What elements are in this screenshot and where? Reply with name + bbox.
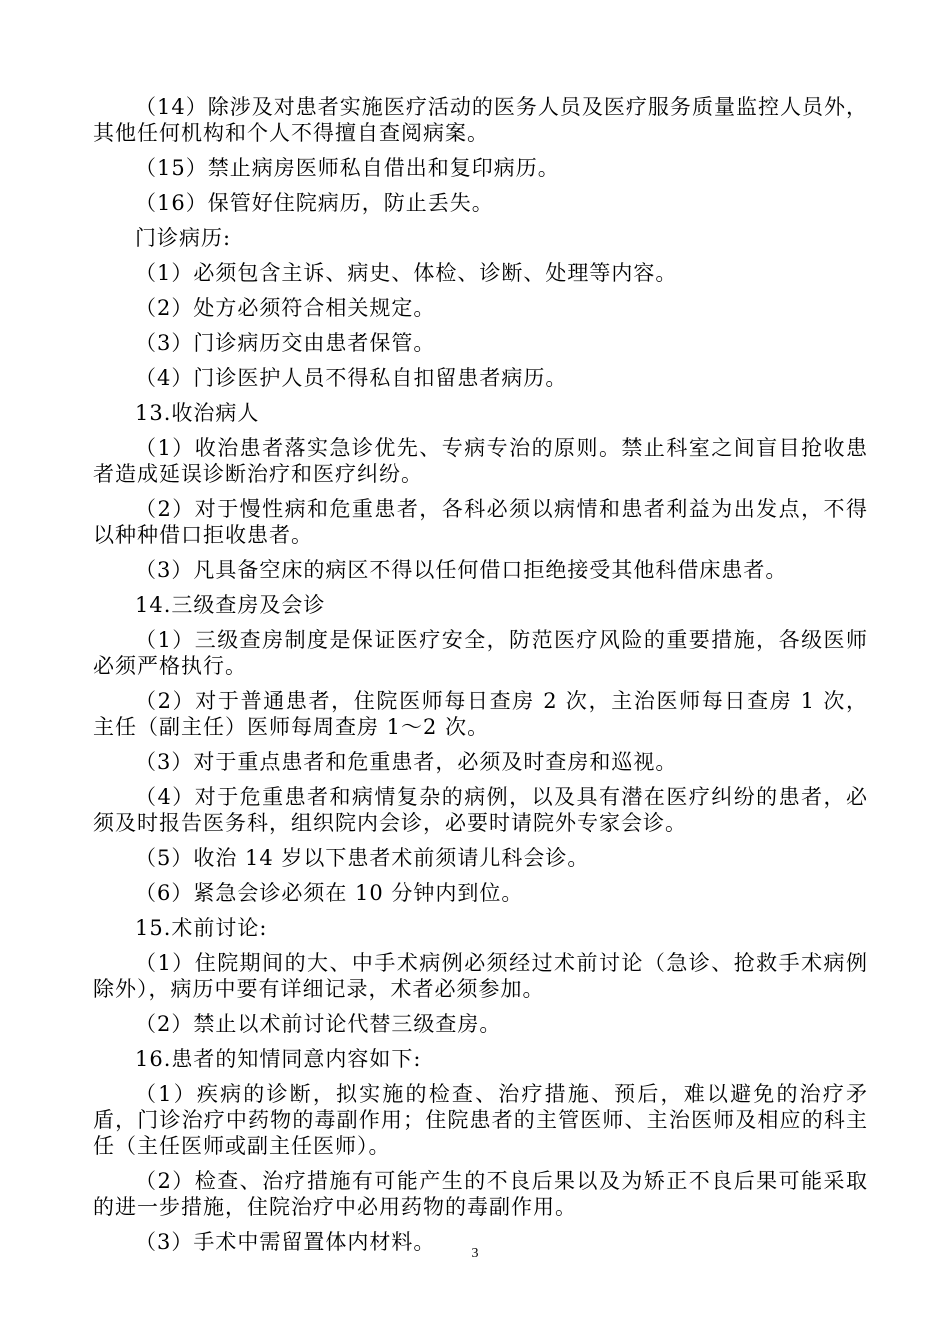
paragraph: （3）手术中需留置体内材料。 xyxy=(135,1230,436,1254)
paragraph: （3）门诊病历交由患者保管。 xyxy=(135,331,436,355)
paragraph: （2）对于普通患者，住院医师每日查房 2 次，主治医师每日查房 1 次，主任（副主任）医师每周查房 1～2 次。 xyxy=(93,689,868,739)
section-heading: 15.术前讨论: xyxy=(135,916,268,940)
paragraph: （1）三级查房制度是保证医疗安全，防范医疗风险的重要措施，各级医师必须严格执行。 xyxy=(93,628,868,678)
paragraph: （16）保管好住院病历，防止丢失。 xyxy=(135,191,494,215)
paragraph: （3）对于重点患者和危重患者，必须及时查房和巡视。 xyxy=(135,750,678,774)
section-heading: 14.三级查房及会诊 xyxy=(135,593,326,617)
paragraph: （2）对于慢性病和危重患者，各科必须以病情和患者利益为出发点，不得以种种借口拒收患者。 xyxy=(93,497,868,547)
paragraph: （1）疾病的诊断，拟实施的检查、治疗措施、预后，难以避免的治疗矛盾，门诊治疗中药物的毒副作用；住院患者的主管医师、主治医师及相应的科主任（主任医师或副主任医师）。 xyxy=(93,1082,868,1158)
paragraph: （14）除涉及对患者实施医疗活动的医务人员及医疗服务质量监控人员外，其他任何机构和个人不得擅自查阅病案。 xyxy=(93,95,868,145)
section-heading: 门诊病历: xyxy=(135,226,232,250)
paragraph: （1）收治患者落实急诊优先、专病专治的原则。禁止科室之间盲目抢收患者造成延误诊断治疗和医疗纠纷。 xyxy=(93,436,868,486)
paragraph: （3）凡具备空床的病区不得以任何借口拒绝接受其他科借床患者。 xyxy=(135,558,788,582)
paragraph: （5）收治 14 岁以下患者术前须请儿科会诊。 xyxy=(135,846,590,870)
paragraph: （4）门诊医护人员不得私自扣留患者病历。 xyxy=(135,366,568,390)
paragraph: （15）禁止病房医师私自借出和复印病历。 xyxy=(135,156,560,180)
paragraph: （6）紧急会诊必须在 10 分钟内到位。 xyxy=(135,881,524,905)
paragraph: （1）住院期间的大、中手术病例必须经过术前讨论（急诊、抢救手术病例除外），病历中要有详细记录，术者必须参加。 xyxy=(93,951,868,1001)
paragraph: （2）处方必须符合相关规定。 xyxy=(135,296,436,320)
paragraph: （4）对于危重患者和病情复杂的病例，以及具有潜在医疗纠纷的患者，必须及时报告医务科，组织院内会诊，必要时请院外专家会诊。 xyxy=(93,785,868,835)
section-heading: 16.患者的知情同意内容如下: xyxy=(135,1047,422,1071)
document-body xyxy=(93,94,868,1264)
paragraph: （1）必须包含主诉、病史、体检、诊断、处理等内容。 xyxy=(135,261,678,285)
paragraph: （2）禁止以术前讨论代替三级查房。 xyxy=(135,1012,502,1036)
section-heading: 13.收治病人 xyxy=(135,401,260,425)
paragraph: （2）检查、治疗措施有可能产生的不良后果以及为矫正不良后果可能采取的进一步措施，住院治疗中必用药物的毒副作用。 xyxy=(93,1169,868,1219)
page-number: 3 xyxy=(471,1246,479,1261)
